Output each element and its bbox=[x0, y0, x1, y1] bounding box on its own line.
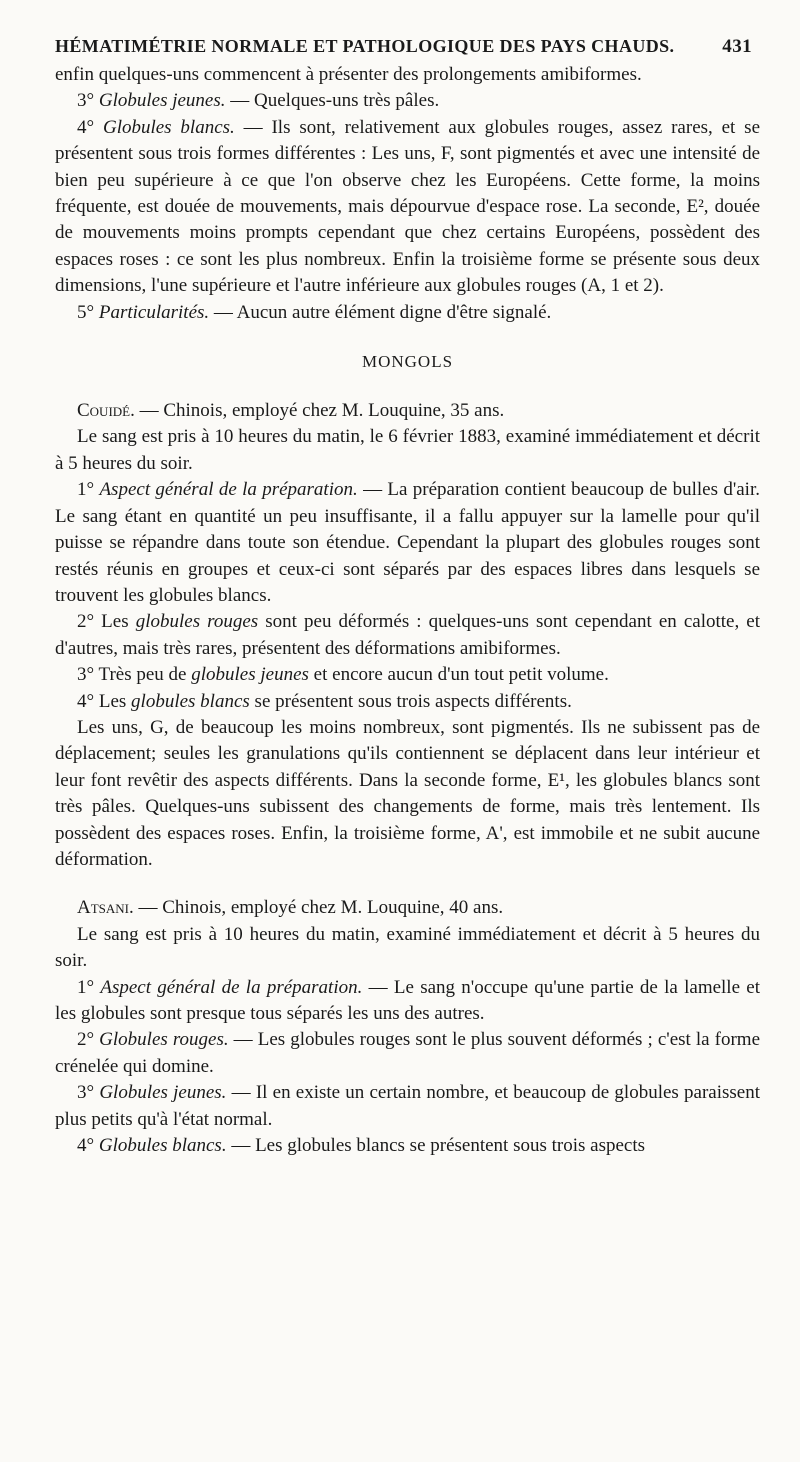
case-heading: Atsani. — Chinois, employé chez M. Louquine, 40 ans. bbox=[77, 897, 504, 919]
case-name: Couidé. bbox=[77, 400, 135, 422]
item-globules-jeunes: 3° Très peu de globules jeunes et encore aucun d'un tout petit volume. bbox=[77, 664, 609, 686]
item-label: Particularités. bbox=[98, 301, 210, 323]
running-header bbox=[55, 36, 760, 58]
running-title: HÉMATIMÉTRIE NORMALE ET PATHOLOGIQUE DES PAYS CHAUDS. bbox=[55, 36, 675, 56]
item-globules-rouges: 2° Globules rouges. — Les globules rouges sont le plus souvent déformés ; c'est la forme crénelée qui domine. bbox=[55, 1029, 761, 1077]
item-label: Globules jeunes. bbox=[98, 90, 226, 112]
item-label: Aspect général de la préparation. bbox=[100, 976, 363, 998]
item-label: Globules jeunes. bbox=[99, 1082, 227, 1104]
section-heading: MONGOLS bbox=[361, 352, 454, 372]
item-label: Aspect général de la préparation. bbox=[99, 479, 358, 501]
item-label: globules blancs bbox=[131, 690, 250, 712]
item-aspect-general: 1° Aspect général de la préparation. — La préparation contient beaucoup de bulles d'air. Le sang étant en quantité un peu insuffisante, il a fallu appuyer sur la lamelle pour qu'il puisse se répandre dans toute son étendue. Cependant la plupart des globules rouges sont restés réunis en groupes et ceux-ci sont séparés par des espaces libres dans lesquels se trouvent les globules blancs. bbox=[55, 479, 760, 606]
item-globules-blancs: 4° Globules blancs. — Les globules blancs se présentent sous trois aspects bbox=[77, 1135, 646, 1157]
item-globules-blancs: 4° Globules blancs. — Ils sont, relativement aux globules rouges, assez rares, et se présentent sous trois formes différentes : Les uns, F, sont pigmentés et avec une intensité de bien peu supérieure à ce que l'on observe chez les Européens. Cette forme, la moins fréquente, est douée de mouvements, mais dépourvue d'espace rose. La seconde, E², douée de mouvements moins prompts cependant que chez certains Européens, possèdent des espaces roses : ce sont les plus nombreux. Enfin la troisième forme se présente sous deux dimensions, l'une supérieure et l'autre inférieure aux globules rouges (A, 1 et 2). bbox=[55, 116, 761, 297]
spacer bbox=[55, 873, 760, 895]
item-globules-blancs: 4° Les globules blancs se présentent sous trois aspects différents. bbox=[77, 690, 572, 712]
case-name: Atsani. bbox=[77, 897, 134, 919]
item-globules-jeunes: 3° Globules jeunes. — Quelques-uns très pâles. bbox=[77, 90, 440, 112]
item-label: Globules rouges. bbox=[99, 1029, 229, 1051]
paragraph: Le sang est pris à 10 heures du matin, le 6 février 1883, examiné immédiatement et décrit à 5 heures du soir. bbox=[55, 426, 760, 474]
item-label: Globules blancs. bbox=[102, 116, 235, 138]
item-particularites: 5° Particularités. — Aucun autre élément digne d'être signalé. bbox=[77, 301, 552, 323]
paragraph: Les uns, G, de beaucoup les moins nombreux, sont pigmentés. Ils ne subissent pas de déplacement; seules les granulations qu'ils contiennent se déplacent dans leur intérieur et leur font revêtir des aspects différents. Dans la seconde forme, E¹, les globules blancs sont très pâles. Quelques-uns subissent des changements de forme, mais très lentement. Ils possèdent des espaces roses. Enfin, la troisième forme, A', est immobile et ne subit aucune déformation. bbox=[55, 716, 760, 870]
case-heading: Couidé. — Chinois, employé chez M. Louquine, 35 ans. bbox=[77, 400, 505, 422]
paragraph-continuation: enfin quelques-uns commencent à présenter des prolongements amibiformes. bbox=[55, 64, 642, 85]
page-number: 431 bbox=[722, 36, 752, 57]
item-globules-jeunes: 3° Globules jeunes. — Il en existe un certain nombre, et beaucoup de globules paraissent plus petits qu'à l'état normal. bbox=[55, 1082, 760, 1130]
item-aspect-general: 1° Aspect général de la préparation. — Le sang n'occupe qu'une partie de la lamelle et les globules sont presque tous séparés les uns des autres. bbox=[55, 976, 760, 1024]
item-globules-rouges: 2° Les globules rouges sont peu déformés : quelques-uns sont cependant en calotte, et d'autres, mais très rares, présentent des déformations amibiformes. bbox=[55, 611, 760, 659]
paragraph: Le sang est pris à 10 heures du matin, examiné immédiatement et décrit à 5 heures du soir. bbox=[55, 923, 760, 972]
item-label: Globules blancs. bbox=[98, 1135, 227, 1157]
item-label: globules rouges bbox=[135, 611, 259, 633]
item-label: globules jeunes bbox=[191, 664, 309, 686]
